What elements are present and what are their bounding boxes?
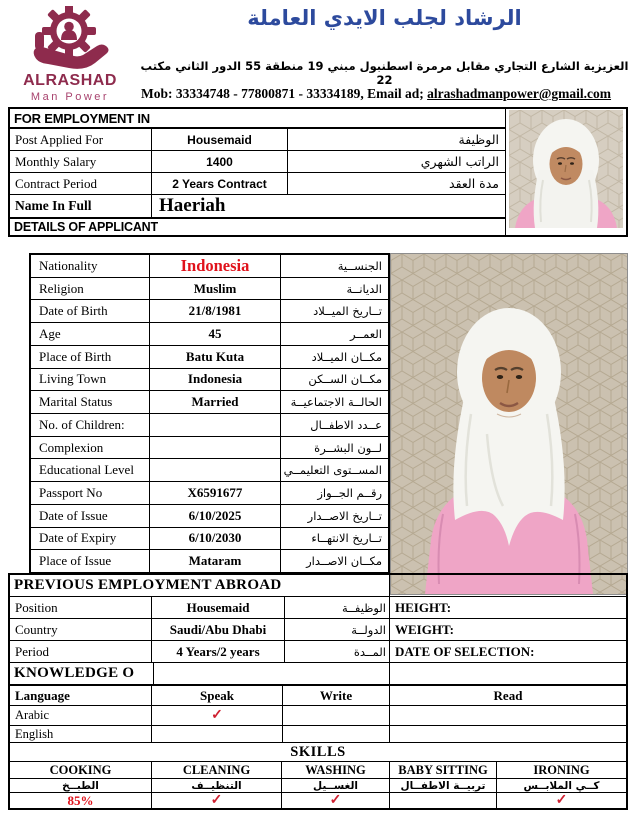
name-value: Haeriah: [159, 195, 226, 216]
table-row: [31, 414, 388, 437]
field-label-arabic: الحالــة الاجتماعيــة: [290, 395, 382, 410]
field-label-arabic: الدولــة: [285, 619, 390, 640]
field-label: Position: [10, 597, 152, 618]
date-of-selection-label: DATE OF SELECTION:: [395, 643, 535, 659]
field-label-arabic: رقــم الجــواز: [317, 486, 382, 501]
field-label-arabic: مكــان الاصــدار: [306, 554, 382, 569]
table-row: [31, 369, 388, 392]
field-label-arabic: الجنســية: [337, 258, 382, 273]
skills-section-title: SKILLS: [290, 743, 346, 760]
field-label-arabic: المســتوى التعليمــي: [283, 463, 382, 478]
ironing-checkmark: ✓: [555, 793, 568, 808]
agency-logo: [14, 4, 126, 104]
table-row: [31, 278, 388, 301]
field-label-arabic: تــاريخ الاصــدار: [307, 508, 382, 523]
field-value: 4 Years/2 years: [152, 641, 285, 662]
skills-values-row: [10, 793, 626, 808]
table-row: [31, 300, 388, 323]
field-label-arabic: الديانــة: [346, 281, 382, 296]
email-link[interactable]: alrashadmanpower@gmail.com: [427, 86, 612, 101]
section-header-row: [10, 663, 626, 684]
field-value: [150, 459, 281, 481]
cooking-arabic: الطبــخ: [10, 779, 152, 792]
read-column-header: Read: [493, 687, 523, 703]
language-row-english: [10, 726, 626, 743]
read-cell: [390, 726, 626, 742]
table-row: [10, 151, 505, 173]
skills-header-row: [10, 743, 626, 762]
write-column-header: Write: [283, 686, 390, 705]
field-label-arabic: مكــان الســكن: [308, 372, 382, 387]
table-row: [31, 505, 388, 528]
field-label: No. of Children:: [31, 414, 150, 436]
field-label: Place of Issue: [31, 550, 150, 572]
language-column-header: Language: [10, 686, 152, 705]
field-label-arabic: لــون البشــرة: [314, 440, 382, 455]
field-label: Religion: [31, 278, 150, 300]
language-header-row: [10, 686, 626, 706]
field-label: Monthly Salary: [10, 151, 152, 172]
field-label: Educational Level: [31, 459, 150, 481]
details-table: [29, 253, 390, 574]
washing-checkmark: ✓: [282, 793, 390, 808]
write-cell: [283, 726, 390, 742]
table-row: [31, 255, 388, 278]
weight-label: WEIGHT:: [395, 621, 454, 637]
write-cell: [283, 706, 390, 725]
field-value: Saudi/Abu Dhabi: [152, 619, 285, 640]
employment-table: [10, 109, 505, 235]
section-header-row: [10, 219, 505, 235]
applicant-photo-small-cell: [505, 109, 626, 235]
table-row: [31, 550, 388, 572]
skills-arabic-row: [10, 779, 626, 793]
nationality-value: Indonesia: [150, 255, 281, 277]
cleaning-checkmark: ✓: [152, 793, 282, 808]
cleaning-arabic: التنظيــف: [152, 779, 282, 792]
table-row: [10, 129, 505, 151]
field-label: Age: [31, 323, 150, 345]
languages-skills-section: [8, 684, 628, 810]
field-label: Marital Status: [31, 391, 150, 413]
language-name: Arabic: [10, 706, 152, 725]
field-label-arabic: الوظيفــة: [285, 597, 390, 618]
field-label: Period: [10, 641, 152, 662]
speak-cell: [152, 726, 283, 742]
speak-checkmark: ✓: [152, 706, 283, 725]
field-value: Indonesia: [150, 369, 281, 391]
applicant-photo-small: [509, 110, 623, 228]
table-row: [31, 391, 388, 414]
contact-line: [118, 86, 634, 102]
phone-numbers: Mob: 33334748 - 77800871 - 33334189, Email ad;: [140, 86, 428, 101]
table-row: [10, 641, 626, 663]
table-row: [31, 482, 388, 505]
agency-address-arabic: العزيزية الشارع التجاري مقابل مرمرة اسطنبول مبني 19 منطقة 55 الدور الثاني مكتب 22: [140, 59, 629, 87]
field-label-arabic: مكــان الميــلاد: [311, 349, 382, 364]
field-label: Country: [10, 619, 152, 640]
cooking-value: 85%: [10, 793, 152, 808]
employment-section-title: FOR EMPLOYMENT IN: [14, 110, 150, 126]
section-header-row: [10, 109, 505, 129]
washing-header: WASHING: [282, 762, 390, 778]
field-label: Passport No: [31, 482, 150, 504]
cooking-header: COOKING: [10, 762, 152, 778]
field-value: [150, 437, 281, 459]
field-label: Date of Issue: [31, 505, 150, 527]
field-label-arabic: تــاريخ الميــلاد: [313, 304, 382, 319]
language-row-arabic: [10, 706, 626, 726]
height-label: HEIGHT:: [395, 599, 452, 615]
agency-title-arabic: الرشاد لجلب الايدي العاملة: [247, 6, 522, 30]
field-value: Housemaid: [152, 597, 285, 618]
field-label: Post Applied For: [10, 129, 152, 150]
ironing-header: IRONING: [533, 762, 590, 777]
name-row: [10, 195, 505, 219]
table-row: [31, 459, 388, 482]
field-label-arabic: تــاريخ الانتهــاء: [311, 531, 382, 546]
field-label-arabic: مدة العقد: [449, 176, 499, 191]
field-value: 45: [150, 323, 281, 345]
ironing-arabic: كــي الملابــس: [523, 779, 600, 792]
field-label: Place of Birth: [31, 346, 150, 368]
empty-cell: [390, 663, 626, 684]
table-row: [31, 528, 388, 551]
applicant-photo-large: [390, 253, 628, 595]
applicant-photo-large-image: [391, 254, 627, 594]
babysitting-value: [390, 793, 497, 808]
skills-columns-row: [10, 762, 626, 779]
speak-column-header: Speak: [152, 686, 283, 705]
babysitting-arabic: تربيــة الاطفــال: [390, 779, 497, 792]
read-cell: [390, 706, 626, 725]
table-row: [10, 597, 626, 619]
washing-arabic: الغســيل: [282, 779, 390, 792]
field-value: Mataram: [150, 550, 281, 572]
field-label-arabic: المــدة: [285, 641, 390, 662]
field-label: Living Town: [31, 369, 150, 391]
table-row: [10, 619, 626, 641]
table-row: [31, 437, 388, 460]
babysitting-header: BABY SITTING: [390, 762, 497, 778]
details-section-title: DETAILS OF APPLICANT: [14, 220, 158, 234]
field-value: Housemaid: [152, 129, 288, 150]
field-label: Nationality: [31, 255, 150, 277]
previous-employment-section: [8, 573, 628, 684]
empty-cell: [154, 663, 390, 684]
field-value: [150, 414, 281, 436]
field-label-arabic: عــدد الاطفــال: [310, 417, 382, 432]
field-value: 1400: [152, 151, 288, 172]
section-header-row: [10, 575, 626, 597]
field-value: Batu Kuta: [150, 346, 281, 368]
empty-cell: [390, 575, 626, 596]
field-value: 2 Years Contract: [152, 173, 288, 194]
field-label: Date of Birth: [31, 300, 150, 322]
field-value: 21/8/1981: [150, 300, 281, 322]
field-label: Contract Period: [10, 173, 152, 194]
logo-subtitle: Man Power: [30, 91, 110, 103]
name-label: Name In Full: [10, 195, 152, 217]
logo-name: ALRASHAD: [23, 72, 117, 89]
field-label: Date of Expiry: [31, 528, 150, 550]
field-label-arabic: الراتب الشهري: [420, 154, 499, 169]
field-value: 6/10/2025: [150, 505, 281, 527]
employment-section: [8, 107, 628, 237]
table-row: [31, 323, 388, 346]
table-row: [31, 346, 388, 369]
field-value: 6/10/2030: [150, 528, 281, 550]
cleaning-header: CLEANING: [152, 762, 282, 778]
knowledge-section-title: KNOWLEDGE O: [10, 663, 154, 684]
table-row: [10, 173, 505, 195]
gear-person-hand-icon: [26, 6, 112, 72]
field-value: Muslim: [150, 278, 281, 300]
field-value: X6591677: [150, 482, 281, 504]
field-label-arabic: الوظيفة: [458, 132, 499, 147]
field-label-arabic: العمــر: [350, 327, 382, 342]
language-name: English: [10, 726, 152, 742]
field-label: Complexion: [31, 437, 150, 459]
previous-employment-title: PREVIOUS EMPLOYMENT ABROAD: [10, 575, 390, 596]
field-value: Married: [150, 391, 281, 413]
